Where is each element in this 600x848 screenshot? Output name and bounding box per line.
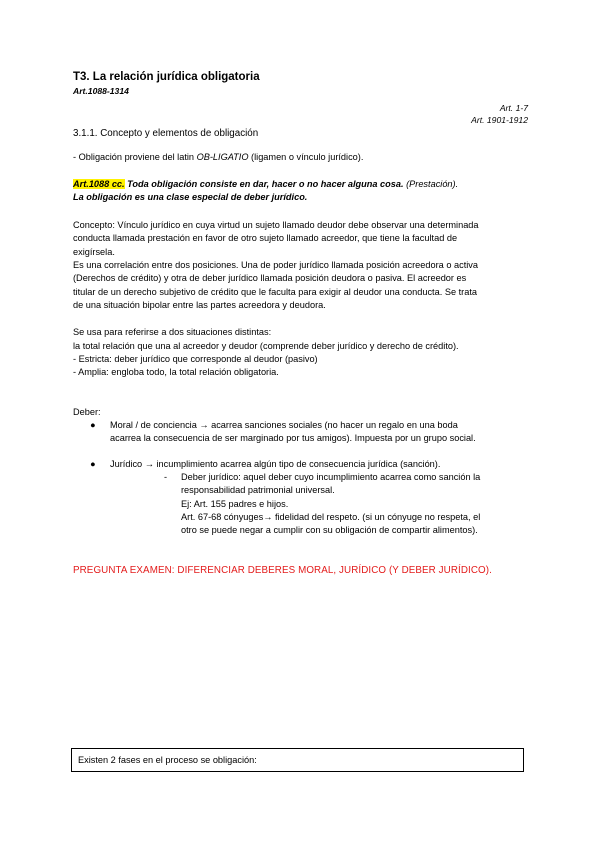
- reference-1: Art. 1-7: [499, 103, 528, 114]
- sub-item-deber-juridico: [73, 471, 528, 538]
- right-references: [73, 103, 528, 126]
- article-text-tail: (Prestación).: [406, 179, 459, 190]
- concepto-line: exigírsela.: [73, 246, 115, 257]
- origin-paragraph: [73, 151, 528, 164]
- juridico-line: Jurídico → incumplimiento acarrea algún tipo de consecuencia jurídica (sanción).: [110, 458, 441, 469]
- sub-line: otro se puede negar a cumplir con su obligación de compartir alimentos).: [181, 525, 478, 536]
- dash-marker: -: [164, 471, 168, 482]
- moral-line: acarrea la consecuencia de ser marginado por tus amigos). Impuesta por un grupo social.: [110, 433, 476, 444]
- moral-line: Moral / de conciencia → acarrea sanciones sociales (no hacer un regalo en una boda: [110, 419, 458, 430]
- usos-line: la total relación que una al acreedor y deudor (comprende deber jurídico y derecho de crédito).: [73, 340, 459, 351]
- list-item-juridico: [73, 458, 528, 471]
- page-title: T3. La relación jurídica obligatoria: [73, 71, 260, 83]
- reference-2: Art. 1901-1912: [471, 114, 528, 125]
- origin-prefix: - Obligación proviene del latin: [73, 151, 197, 162]
- concepto-line: Es una correlación entre dos posiciones. Una de poder jurídico llamada posición acreedora o activa: [73, 259, 478, 270]
- bullet-icon: ●: [90, 419, 96, 430]
- article-text: Toda obligación consiste en dar, hacer o no hacer alguna cosa.: [124, 179, 407, 190]
- concepto-paragraph: [73, 219, 528, 312]
- usos-line: - Amplia: engloba todo, la total relación obligatoria.: [73, 367, 279, 378]
- sub-line: Ej: Art. 155 padres e hijos.: [181, 498, 289, 509]
- concepto-line: Concepto: Vínculo jurídico en cuya virtud un sujeto llamado deudor debe observar una determinada: [73, 219, 479, 230]
- article-paragraph: [73, 178, 528, 191]
- sub-line: responsabilidad patrimonial universal.: [181, 485, 335, 496]
- concepto-line: (Derechos de crédito) y otra de deber jurídico llamada posición deudora o pasiva. El acreedor es: [73, 273, 467, 284]
- exam-question: PREGUNTA EXAMEN: DIFERENCIAR DEBERES MORAL, JURÍDICO (Y DEBER JURÍDICO).: [73, 564, 492, 576]
- sub-line: Art. 67-68 cónyuges→ fidelidad del respeto. (si un cónyuge no respeta, el: [181, 512, 481, 522]
- concepto-line: titular de un derecho subjetivo de crédito que le faculta para exigir al deudor una conducta. Se trata: [73, 286, 477, 297]
- document-page: [73, 70, 528, 578]
- section-heading: 3.1.1. Concepto y elementos de obligación: [73, 127, 259, 139]
- article-label-highlight: Art.1088 cc.: [73, 179, 125, 190]
- usos-line: - Estricta: deber jurídico que corresponde al deudor (pasivo): [73, 353, 318, 364]
- usos-line: Se usa para referirse a dos situaciones distintas:: [73, 327, 272, 338]
- list-item-moral: [73, 419, 528, 446]
- deber-heading: Deber:: [73, 406, 101, 417]
- bullet-icon: ●: [90, 458, 96, 469]
- concepto-line: conducta llamada prestación en favor de otro sujeto llamado acreedor, que tiene la facultad de: [73, 233, 458, 244]
- concepto-line: de una situación bipolar entre las partes acreedora y deudora.: [73, 299, 326, 310]
- article-range: Art.1088-1314: [73, 85, 129, 96]
- deber-list: [73, 419, 528, 471]
- sub-line: Deber jurídico: aquel deber cuyo incumplimiento acarrea como sanción la: [181, 471, 481, 482]
- origin-latin: OB-LIGATIO: [196, 151, 249, 162]
- phases-box: Existen 2 fases en el proceso se obligación:: [71, 748, 524, 772]
- origin-suffix: (ligamen o vínculo jurídico).: [248, 151, 364, 162]
- usos-paragraph: [73, 326, 528, 379]
- article-note: La obligación es una clase especial de deber jurídico.: [73, 192, 308, 203]
